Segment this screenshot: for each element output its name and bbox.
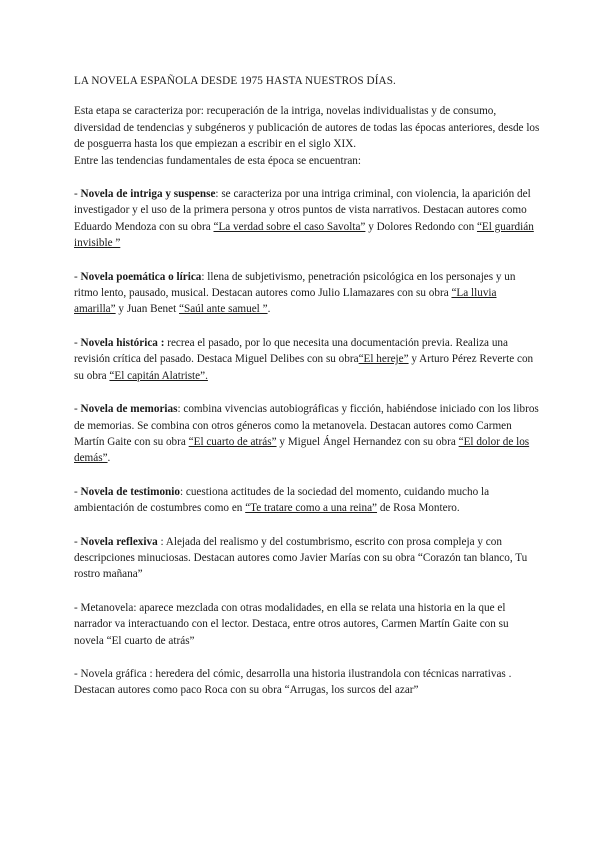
- work-title-link: “Te tratare como a una reina”: [245, 502, 378, 515]
- section-text: .: [107, 452, 111, 465]
- section-bullet: -: [74, 270, 81, 283]
- section-heading: Novela de testimonio: [80, 485, 180, 498]
- section-memorias: [74, 401, 540, 467]
- work-title-link: “El guardián invisible ”: [74, 220, 534, 250]
- section-testimonio: [74, 484, 540, 517]
- section-heading: Novela de intriga y suspense: [80, 188, 216, 201]
- section-bullet: -: [74, 535, 81, 548]
- work-title-link: “El cuarto de atrás”: [188, 435, 277, 448]
- document-title: LA NOVELA ESPAÑOLA DESDE 1975 HASTA NUESTROS DÍAS.: [74, 75, 396, 87]
- section-text: y Dolores Redondo con: [365, 220, 477, 233]
- work-title-link: “Saúl ante samuel ”: [179, 303, 268, 316]
- section-bullet: -: [74, 403, 81, 416]
- section-text: : cuestiona actitudes de la sociedad del momento, cuidando mucho la ambientación de costumbres como en: [74, 485, 490, 515]
- section-lirica: [74, 269, 540, 318]
- section-text: : se caracteriza por una intriga criminal, con violencia, la aparición del investigador y el uso de la primera persona y otros puntos de vista narrativos. Destacan autores como Eduardo Mendoza con su obra: [74, 188, 531, 233]
- section-heading: Novela poemática o lírica: [80, 270, 202, 283]
- work-title-link: “La verdad sobre el caso Savolta”: [213, 220, 366, 233]
- section-heading: Novela de memorias: [80, 403, 178, 416]
- intro-block: [74, 103, 540, 169]
- work-title-link: “El hereje”: [358, 353, 409, 366]
- section-text: : heredera del cómic, desarrolla una historia ilustrandola con técnicas narrativas . Destacan autores como paco Roca con su obra “Arrugas, los surcos del azar”: [74, 667, 512, 697]
- section-text: : combina vivencias autobiográficas y ficción, habiéndose iniciado con los libros de memorias. Se combina con otros géneros como la metanovela. Destacan autores como Carmen Martín Gaite con su obra: [74, 403, 539, 448]
- section-text: : Alejada del realismo y del costumbrismo, escrito con prosa compleja y con descripciones minuciosas. Destacan autores como Javier Marías con su obra “Corazón tan blanco, Tu rostro mañana”: [74, 535, 528, 581]
- section-text: de Rosa Montero.: [377, 502, 460, 515]
- section-metanovela: [74, 600, 540, 649]
- section-heading-plain: - Novela gráfica: [74, 667, 147, 680]
- section-bullet: -: [74, 188, 81, 201]
- section-text: y Arturo Pérez Reverte con su obra: [74, 353, 534, 382]
- section-intriga: [74, 186, 540, 252]
- section-reflexiva: [74, 534, 540, 583]
- work-title-link: “El dolor de los demás”: [74, 435, 530, 465]
- section-text: : llena de subjetivismo, penetración psicológica en los personajes y un ritmo lento, pausado, musical. Destacan autores como Julio Llamazares con su obra: [74, 270, 516, 300]
- section-text: : aparece mezclada con otras modalidades, en ella se relata una historia en la que el narrador va interactuando con el lector. Destaca, entre otros autores, Carmen Martín Gaite con su novela “El cuarto de atrás”: [74, 601, 509, 647]
- section-heading: Novela histórica :: [80, 336, 165, 349]
- section-bullet: -: [74, 485, 81, 498]
- section-text: y Miguel Ángel Hernandez con su obra: [276, 435, 459, 448]
- section-text: .: [267, 303, 271, 316]
- section-heading-plain: - Metanovela: [74, 601, 134, 614]
- intro-paragraph: Esta etapa se caracteriza por: recuperación de la intriga, novelas individualistas y de consumo, diversidad de tendencias y subgéneros y publicación de autores de todas las épocas anteriores, desde los de posguerra hasta los que empiezan a escribir en el siglo XIX.: [74, 105, 540, 151]
- intro-lead-in: Entre las tendencias fundamentales de esta época se encuentran:: [74, 154, 362, 167]
- section-text: y Juan Benet: [115, 303, 180, 316]
- section-heading: Novela reflexiva: [80, 535, 158, 548]
- section-text: recrea el pasado, por lo que necesita una documentación previa. Realiza una revisión crítica del pasado. Destaca Miguel Delibes con su obra: [74, 336, 508, 366]
- section-bullet: -: [74, 336, 81, 349]
- work-title-link: “El capitán Alatriste”.: [109, 369, 208, 382]
- section-historica: [74, 335, 540, 384]
- section-grafica: [74, 666, 540, 699]
- work-title-link: “La lluvia amarilla”: [74, 287, 497, 316]
